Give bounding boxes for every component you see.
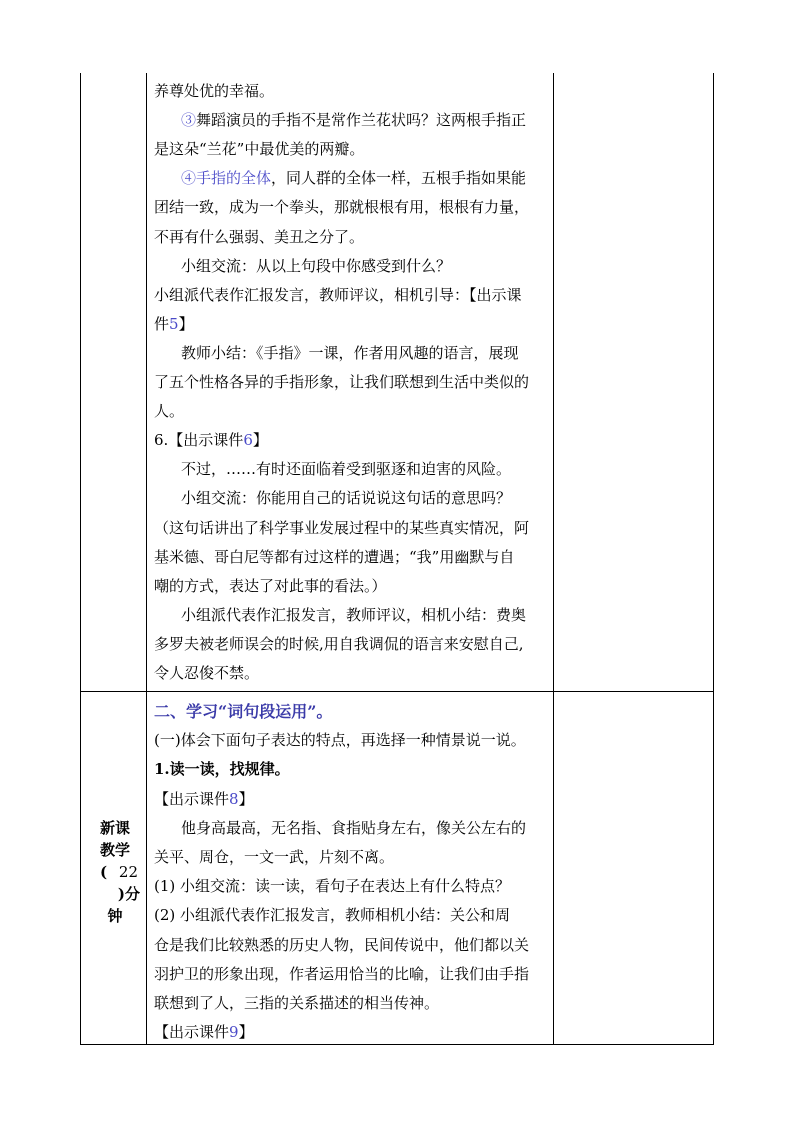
text-line: 小组派代表作汇报发言，教师评议，相机引导：【出示课 — [154, 285, 522, 304]
text-line: 小组派代表作汇报发言，教师评议，相机小结：费奥 — [181, 605, 527, 624]
table-border-left — [80, 73, 81, 1045]
text-line: 件5】 — [154, 314, 194, 333]
text-line: 不再有什么强弱、美丑之分了。 — [154, 227, 365, 246]
text-line: 他身高最高，无名指、食指贴身左右，像关公左右的 — [181, 818, 527, 837]
text-line: 多罗夫被老师误会的时候,用自我调侃的语言来安慰自己, — [154, 634, 524, 653]
text-line: 【出示课件8】 — [154, 789, 254, 808]
text-line: 6.【出示课件6】 — [154, 431, 268, 450]
text-line: 教师小结：《手指》一课，作者用风趣的语言，展现 — [181, 343, 519, 362]
text-line: （这句话讲出了科学事业发展过程中的某些真实情况，阿 — [154, 518, 530, 537]
text-line: 联想到了人，三指的关系描述的相当传神。 — [154, 994, 440, 1012]
stage-label-line1: 新课 — [99, 819, 130, 837]
text-line: 不过，……有时还面临着受到驱逐和迫害的风险。 — [181, 460, 512, 479]
text-line: 团结一致，成为一个拳头，那就根根有用，根根有力量， — [154, 198, 530, 217]
text-line: 人。 — [154, 402, 185, 421]
text-line: 小组交流：从以上句段中你感受到什么？ — [181, 256, 452, 275]
text-line: 羽护卫的形象出现，作者运用恰当的比喻，让我们由手指 — [154, 964, 530, 983]
text-line: 仓是我们比较熟悉的历史人物，民间传说中，他们都以关 — [154, 935, 530, 954]
text-line: 是这朵“兰花”中最优美的两瓣。 — [154, 140, 365, 159]
stage-label-line3 — [84, 861, 146, 883]
text-line: 1.读一读，找规律。 — [154, 760, 290, 779]
table-border-col2 — [553, 73, 554, 1045]
text-line: (1) 小组交流：读一读，看句子在表达上有什么特点？ — [154, 877, 511, 896]
text-line: 小组交流：你能用自己的话说说这句话的意思吗？ — [181, 489, 512, 508]
table-border-right — [713, 73, 714, 1045]
text-line: 了五个性格各异的手指形象，让我们联想到生活中类似的 — [154, 373, 530, 391]
text-line: 【出示课件9】 — [154, 1023, 254, 1042]
text-line: 令人忍俊不禁。 — [154, 664, 260, 682]
text-line: 基米德、哥白尼等都有过这样的遭遇；“我”用幽默与自 — [154, 547, 515, 566]
content-cell-row2 — [150, 0, 552, 1044]
stage-label-minutes: 22 — [118, 863, 138, 881]
stage-label-line5: 钟 — [107, 907, 123, 925]
stage-label-paren: ( — [100, 863, 108, 881]
text-line: (一)体会下面句子表达的特点，再选择一种情景说一说。 — [154, 731, 526, 750]
text-line: 嘲的方式，表达了对此事的看法。） — [154, 576, 387, 595]
stage-label — [84, 817, 146, 927]
text-line: ③舞蹈演员的手指不是常作兰花状吗？这两根手指正 — [181, 111, 527, 130]
text-line: 关平、周仓，一文一武，片刻不离。 — [154, 848, 395, 866]
text-line: 二、学习“词句段运用”。 — [154, 702, 333, 721]
stage-label-line2: 教学 — [99, 841, 130, 859]
text-line: (2) 小组派代表作汇报发言，教师相机小结：关公和周 — [154, 906, 511, 925]
stage-label-line4: )分 — [117, 885, 140, 903]
text-line: ④手指的全体，同人群的全体一样，五根手指如果能 — [181, 169, 527, 188]
text-line: 养尊处优的幸福。 — [154, 82, 275, 100]
table-border-col1 — [146, 73, 147, 1045]
